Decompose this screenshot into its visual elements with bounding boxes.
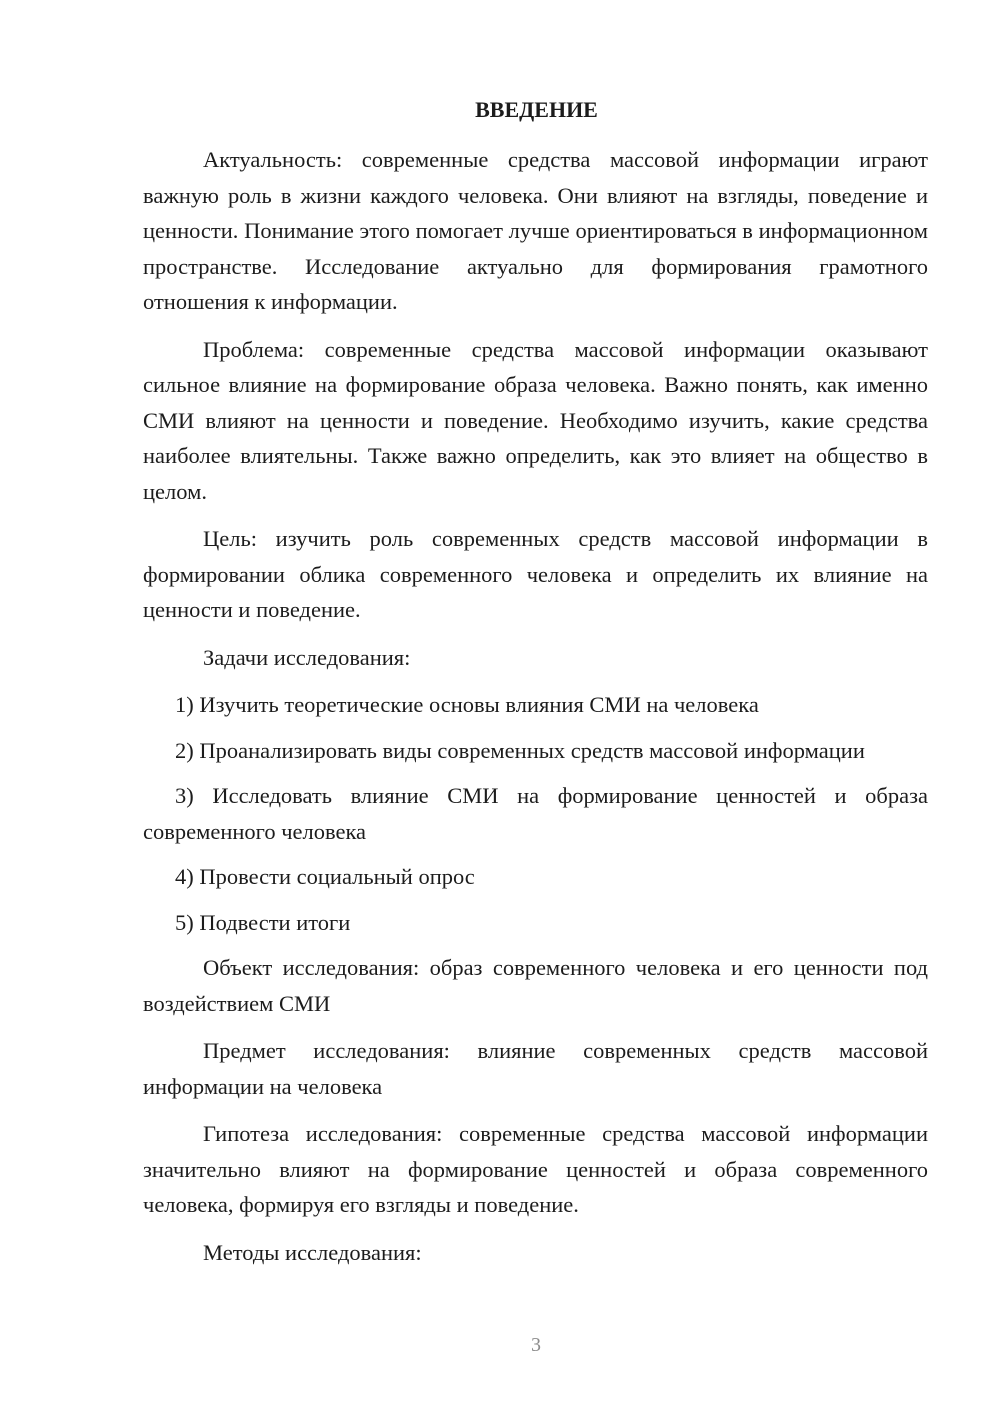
- page-content: [143, 92, 928, 1282]
- problem-paragraph: Проблема: современные средства массовой информации оказывают сильное влияние на формирование образа человека. Важно понять, как именно СМИ влияют на ценности и поведение. Необходимо изучить, какие средства наиболее влиятельны. Также важно определить, как это влияет на общество в целом.: [143, 336, 928, 504]
- task-item: 4) Провести социальный опрос: [175, 864, 475, 889]
- methods-title: Методы исследования:: [203, 1239, 422, 1265]
- task-item: 2) Проанализировать виды современных средств массовой информации: [175, 737, 865, 763]
- section-heading: ВВЕДЕНИЕ: [475, 97, 598, 122]
- relevance-paragraph: Актуальность: современные средства массовой информации играют важную роль в жизни каждого человека. Они влияют на взгляды, поведение и ценности. Понимание этого помогает лучше ориентироваться в информационном пространстве. Исследование актуально для формирования грамотного отношения к информации.: [143, 147, 928, 314]
- task-item: 1) Изучить теоретические основы влияния СМИ на человека: [175, 692, 759, 717]
- hypothesis-paragraph: Гипотеза исследования: современные средства массовой информации значительно влияют на формирование ценностей и образа современного человека, формируя его взгляды и поведение.: [143, 1121, 928, 1217]
- tasks-title: Задачи исследования:: [203, 644, 411, 670]
- object-paragraph: Объект исследования: образ современного человека и его ценности под воздействием СМИ: [143, 955, 928, 1016]
- page-number: 3: [531, 1334, 541, 1356]
- goal-paragraph: Цель: изучить роль современных средств массовой информации в формировании облика современного человека и определить их влияние на ценности и поведение.: [143, 526, 928, 622]
- subject-paragraph: Предмет исследования: влияние современных средств массовой информации на человека: [143, 1038, 928, 1099]
- task-item: 5) Подвести итоги: [175, 909, 351, 935]
- task-item: 3) Исследовать влияние СМИ на формирование ценностей и образа современного человека: [143, 783, 928, 844]
